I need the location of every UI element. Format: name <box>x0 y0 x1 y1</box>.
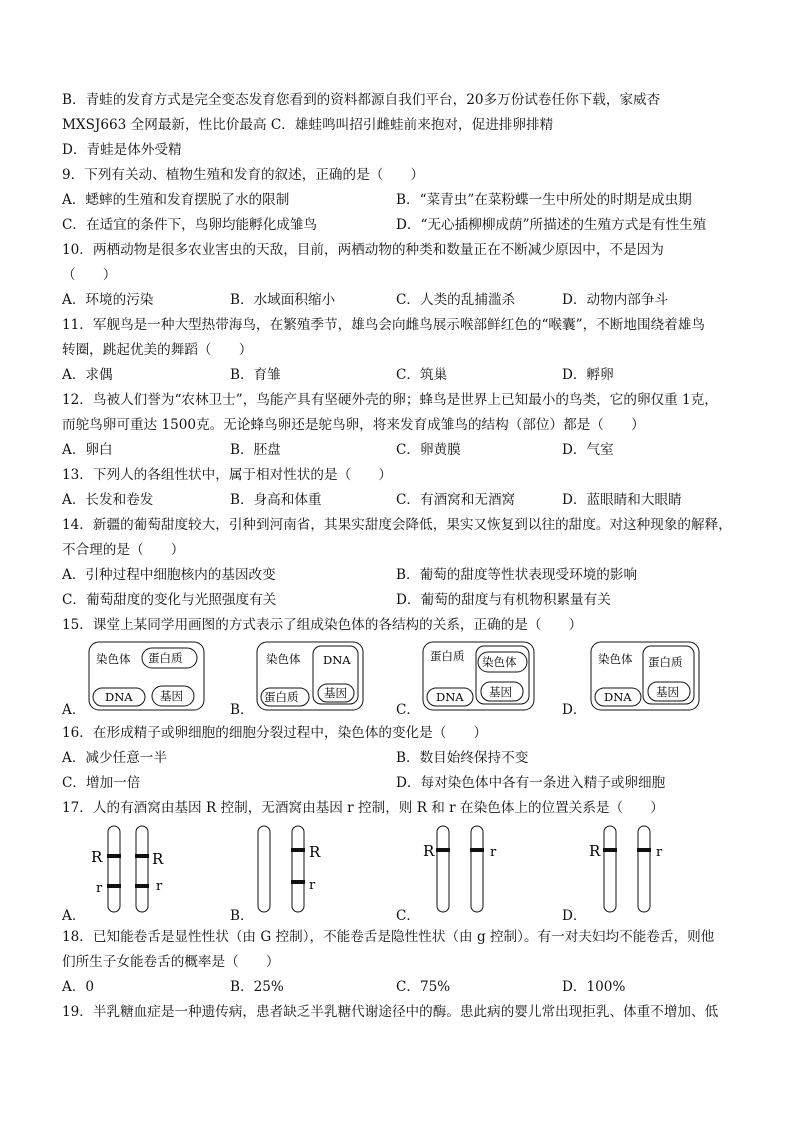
chromosome-bar <box>604 826 616 912</box>
gene-band <box>436 848 450 852</box>
gene-r-label: r <box>656 845 663 860</box>
q14-stem-line2: 不合理的是（ ） <box>62 542 185 558</box>
q12-option-c: C．卵黄膜 <box>396 442 461 458</box>
gene-R-label: R <box>152 850 164 868</box>
q15-diagram-d <box>591 642 699 710</box>
gene-label: 基因 <box>656 685 679 699</box>
protein-label: 蛋白质 <box>148 651 183 665</box>
q14-option-b: B．葡萄的甜度等性状表现受环境的影响 <box>396 567 638 583</box>
gene-band <box>107 884 121 888</box>
q17-diagram-b <box>258 826 321 912</box>
q8-option-d: D．青蛙是体外受精 <box>62 142 182 158</box>
q15-option-d-letter: D． <box>562 702 587 718</box>
gene-band <box>637 848 651 852</box>
q9-stem: 9．下列有关动、植物生殖和发育的叙述，正确的是（ ） <box>62 167 425 183</box>
gene-oval <box>648 682 690 701</box>
q15-diagram-c <box>423 642 534 710</box>
q9-option-a: A．蟋蟀的生殖和发育摆脱了水的限制 <box>62 192 290 208</box>
q17-option-b-letter: B． <box>230 908 254 924</box>
protein-oval <box>261 688 309 706</box>
gene-R-label: R <box>91 848 103 866</box>
gene-r-label: r <box>309 878 316 893</box>
q15-diagram-b <box>257 642 363 710</box>
q18-option-a: A．0 <box>62 979 95 995</box>
protein-label: 蛋白质 <box>264 690 299 704</box>
gene-band <box>291 848 305 852</box>
q9-option-b: B．“菜青虫”在菜粉蝶一生中所处的时期是成虫期 <box>396 192 692 208</box>
gene-R-label: R <box>423 842 435 860</box>
q18-option-b: B．25% <box>230 979 284 995</box>
gene-band <box>135 854 149 858</box>
q10-option-d: D．动物内部争斗 <box>562 292 669 308</box>
chromosome-label: 染色体 <box>598 652 633 666</box>
q14-option-a: A．引种过程中细胞核内的基因改变 <box>62 567 276 583</box>
q14-option-c: C．葡萄甜度的变化与光照强度有关 <box>62 592 277 608</box>
q9-option-c: C．在适宜的条件下，鸟卵均能孵化成雏鸟 <box>62 217 318 233</box>
dna-label: DNA <box>604 690 632 704</box>
q11-option-c: C．筑巢 <box>396 367 448 383</box>
q15-option-c-letter: C． <box>396 702 420 718</box>
q13-stem: 13．下列人的各组性状中，属于相对性状的是（ ） <box>62 467 392 483</box>
protein-box <box>423 642 534 710</box>
gene-band <box>135 884 149 888</box>
q8-option-b-line1: B．青蛙的发育方式是完全变态发育您看到的资料都源自我们平台，20多万份试卷任你下载，家威杏 <box>62 92 661 108</box>
q16-option-c: C．增加一倍 <box>62 775 141 791</box>
chromosome-bar <box>136 826 148 912</box>
gene-oval <box>152 686 194 706</box>
q11-option-d: D．孵卵 <box>562 367 614 383</box>
chromosome-bar <box>471 826 483 912</box>
dna-label: DNA <box>105 690 133 704</box>
q17-diagram-a <box>91 826 164 912</box>
gene-r-label: r <box>156 879 163 894</box>
q16-stem: 16．在形成精子或卵细胞的细胞分裂过程中，染色体的变化是（ ） <box>62 725 488 741</box>
dna-oval <box>595 688 641 706</box>
q14-stem-line1: 14．新疆的葡萄甜度较大，引种到河南省，其果实甜度会降低，果实又恢复到以往的甜度。对这种现象的解释， <box>62 517 732 533</box>
chromosome-label: 染色体 <box>96 652 131 666</box>
q10-option-b: B．水域面积缩小 <box>230 292 336 308</box>
gene-oval <box>481 682 523 701</box>
q10-option-c: C．人类的乱捕滥杀 <box>396 292 516 308</box>
gene-r-label: r <box>490 845 497 860</box>
gene-band <box>603 848 617 852</box>
gene-R-label: R <box>589 842 601 860</box>
chromosome-bar <box>437 826 449 912</box>
q12-stem-line1: 12．鸟被人们誉为“农林卫士”，鸟能产具有坚硬外壳的卵；蜂鸟是世界上已知最小的鸟类，它的卵仅重 1克， <box>62 392 718 408</box>
q13-option-c: C．有酒窝和无酒窝 <box>396 492 516 508</box>
q9-option-d: D．“无心插柳柳成荫”所描述的生殖方式是有性生殖 <box>396 217 707 233</box>
gene-band <box>291 880 305 884</box>
protein-oval <box>142 648 197 668</box>
chromosome-bar <box>258 826 270 912</box>
chromosome-bar <box>108 826 120 912</box>
q19-stem: 19．半乳糖血症是一种遗传病，患者缺乏半乳糖代谢途径中的酶。患此病的婴儿常出现拒乳、体重不增加、低 <box>62 1004 719 1020</box>
gene-band <box>470 848 484 852</box>
q12-stem-line2: 而鸵鸟卵可重达 1500克。无论蜂鸟卵还是鸵鸟卵，将来发育成雏鸟的结构（部位）都是（ ） <box>62 417 645 433</box>
q18-stem-line1: 18．已知能卷舌是显性性状（由 G 控制），不能卷舌是隐性性状（由 g 控制）。有一对夫妇均不能卷舌，则他 <box>62 929 715 945</box>
gene-r-label: r <box>96 881 103 896</box>
q12-option-d: D．气室 <box>562 442 614 458</box>
q17-diagram-c <box>423 826 497 912</box>
q17-option-c-letter: C． <box>396 908 420 924</box>
dna-box <box>313 646 358 704</box>
q15-option-a-letter: A． <box>62 702 86 718</box>
chromosome-box <box>89 642 204 710</box>
q11-stem-line2: 转圈，跳起优美的舞蹈（ ） <box>62 342 253 358</box>
chromosome-bar <box>638 826 650 912</box>
q18-stem-line2: 们所生子女能卷舌的概率是（ ） <box>62 954 280 970</box>
q12-option-a: A．卵白 <box>62 442 113 458</box>
q10-option-a: A．环境的污染 <box>62 292 154 308</box>
chromosome-box <box>476 646 529 704</box>
q13-option-a: A．长发和卷发 <box>62 492 154 508</box>
q17-diagram-d <box>589 826 663 912</box>
q12-option-b: B．胚盘 <box>230 442 281 458</box>
protein-box <box>643 646 694 704</box>
gene-label: 基因 <box>324 686 347 700</box>
q17-option-d-letter: D． <box>562 908 587 924</box>
q14-option-d: D．葡萄的甜度与有机物积累量有关 <box>396 592 611 608</box>
q11-stem-line1: 11．军舰鸟是一种大型热带海鸟，在繁殖季节，雄鸟会向雌鸟展示喉部鲜红色的“喉囊”，不断地围绕着雄鸟 <box>62 317 705 333</box>
q11-option-a: A．求偶 <box>62 367 113 383</box>
gene-label: 基因 <box>160 689 183 703</box>
dna-label: DNA <box>436 690 464 704</box>
q17-stem: 17．人的有酒窝由基因 R 控制，无酒窝由基因 r 控制，则 R 和 r 在染色体上的位置关系是（ ） <box>62 800 664 816</box>
q16-option-b: B．数目始终保持不变 <box>396 750 529 766</box>
q13-option-d: D．蓝眼睛和大眼睛 <box>562 492 682 508</box>
q17-option-a-letter: A． <box>62 908 86 924</box>
q15-option-b-letter: B． <box>230 702 254 718</box>
dna-label: DNA <box>323 653 351 667</box>
q13-option-b: B．身高和体重 <box>230 492 322 508</box>
dna-oval <box>427 688 473 706</box>
dna-oval <box>93 688 145 706</box>
gene-oval <box>318 684 354 702</box>
protein-label: 蛋白质 <box>430 649 465 663</box>
q18-option-c: C．75% <box>396 979 451 995</box>
gene-band <box>107 854 121 858</box>
q16-option-d: D．每对染色体中各有一条进入精子或卵细胞 <box>396 775 666 791</box>
q8-option-b-line2: MXSJ663 全网最新，性比价最高 C．雄蛙鸣叫招引雌蛙前来抱对，促进排卵排精 <box>62 117 554 133</box>
q10-stem-line2: （ ） <box>62 267 117 283</box>
chromosome-oval <box>478 652 527 672</box>
chromosome-box <box>591 642 699 710</box>
chromosome-box <box>257 642 363 710</box>
q10-stem-line1: 10．两栖动物是很多农业害虫的天敌，目前，两栖动物的种类和数量正在不断减少原因中，不是因为 <box>62 242 664 258</box>
protein-label: 蛋白质 <box>648 655 683 669</box>
q15-diagram-a <box>89 642 204 710</box>
gene-R-label: R <box>309 843 321 861</box>
q11-option-b: B．育雏 <box>230 367 281 383</box>
chromosome-label: 染色体 <box>482 655 517 669</box>
q15-stem: 15．课堂上某同学用画图的方式表示了组成染色体的各结构的关系，正确的是（ ） <box>62 617 583 633</box>
q16-option-a: A．减少任意一半 <box>62 750 167 766</box>
gene-label: 基因 <box>489 685 512 699</box>
chromosome-bar <box>292 826 304 912</box>
q18-option-d: D．100% <box>562 979 626 995</box>
chromosome-label: 染色体 <box>266 652 301 666</box>
